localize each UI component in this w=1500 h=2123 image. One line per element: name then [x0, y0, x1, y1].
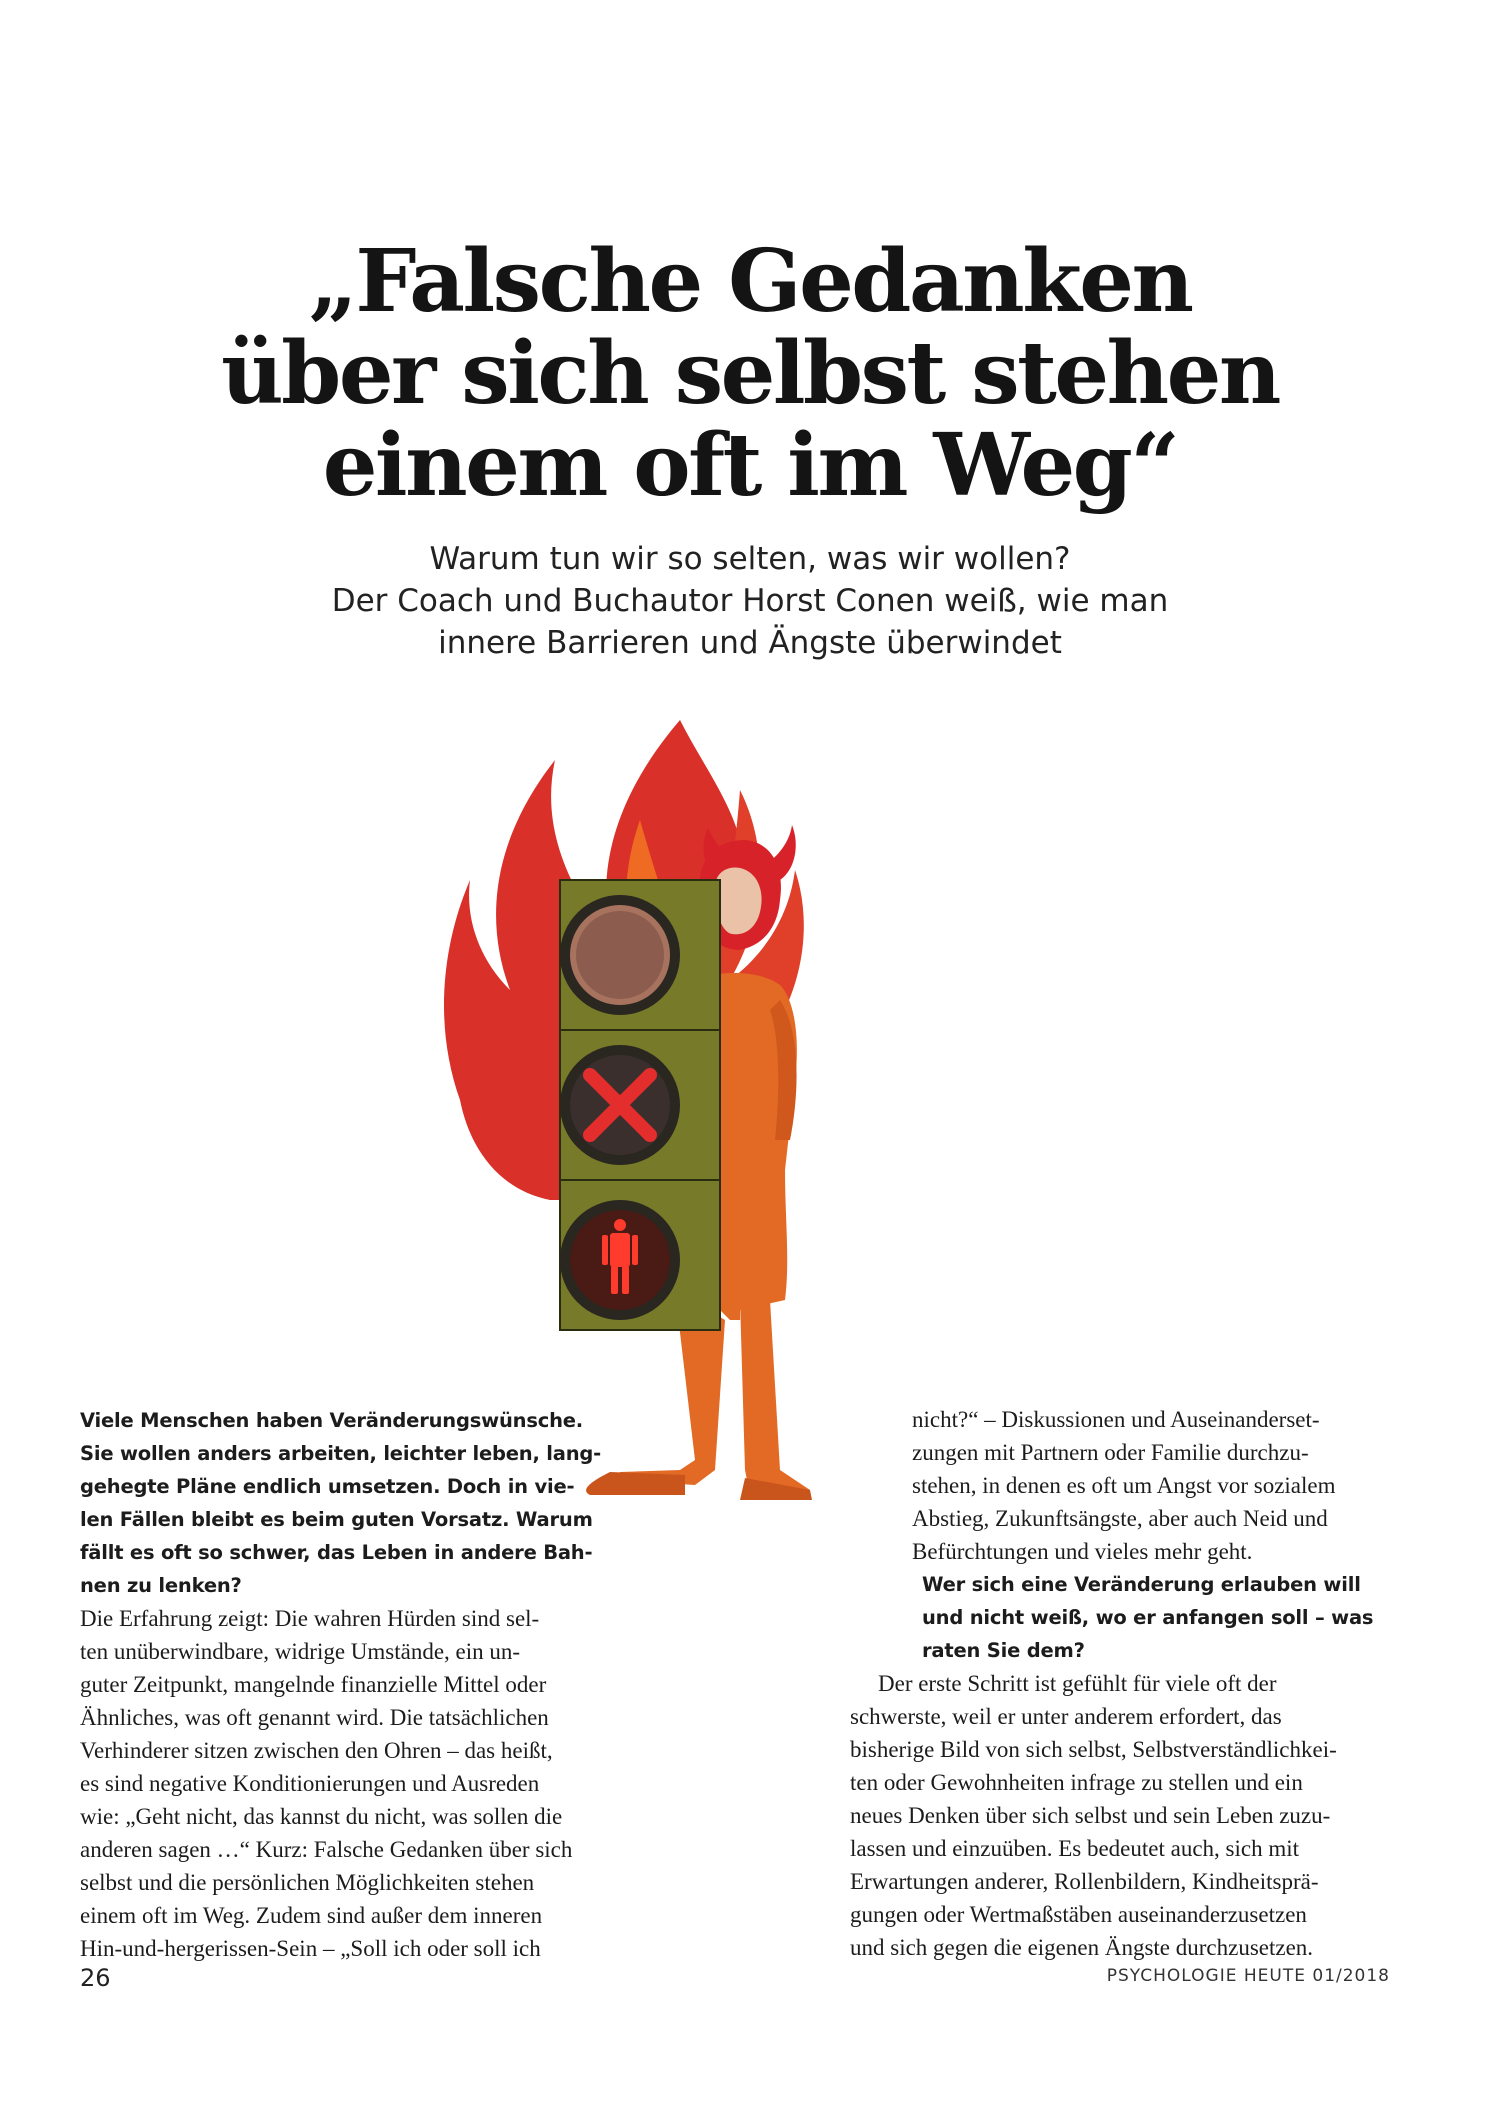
answer-line: wie: „Geht nicht, das kannst du nicht, was sollen die [80, 1804, 563, 1829]
interview-answer-1-continued [850, 1403, 1375, 1568]
subhead-line-2: Der Coach und Buchautor Horst Conen weiß, wie man [331, 583, 1169, 619]
interview-question-2 [850, 1568, 1375, 1667]
answer-line: es sind negative Konditionierungen und Ausreden [80, 1771, 540, 1796]
question-line: Viele Menschen haben Veränderungswünsche. [80, 1409, 584, 1432]
answer-line: schwerste, weil er unter anderem erfordert, das [850, 1704, 1282, 1729]
question-line: gehegte Pläne endlich umsetzen. Doch in vie- [80, 1475, 575, 1498]
answer-line: Die Erfahrung zeigt: Die wahren Hürden sind sel- [80, 1606, 540, 1631]
answer-line: nicht?“ – Diskussionen und Auseinanderset- [912, 1407, 1320, 1432]
question-line: und nicht weiß, wo er anfangen soll – was [922, 1606, 1374, 1629]
answer-line: gungen oder Wertmaßstäben auseinanderzusetzen [850, 1902, 1307, 1927]
right-column [850, 1403, 1375, 1964]
answer-line: Erwartungen anderer, Rollenbildern, Kindheitsprä- [850, 1869, 1319, 1894]
left-column [80, 1404, 610, 1965]
page-number: 26 [80, 1964, 111, 1992]
answer-line: Ähnliches, was oft genannt wird. Die tatsächlichen [80, 1705, 549, 1730]
answer-line: Befürchtungen und vieles mehr geht. [912, 1539, 1253, 1564]
answer-line: anderen sagen …“ Kurz: Falsche Gedanken über sich [80, 1837, 573, 1862]
magazine-issue: PSYCHOLOGIE HEUTE 01/2018 [1106, 1966, 1390, 1986]
subheadline [0, 538, 1500, 664]
answer-line: ten unüberwindbare, widrige Umstände, ein un- [80, 1639, 521, 1664]
answer-line: zungen mit Partnern oder Familie durchzu- [912, 1440, 1309, 1465]
traffic-light-icon [560, 880, 720, 1330]
answer-line: neues Denken über sich selbst und sein Leben zuzu- [850, 1803, 1331, 1828]
interview-answer-1 [80, 1602, 610, 1965]
interview-answer-2 [850, 1667, 1375, 1964]
answer-line: guter Zeitpunkt, mangelnde finanzielle Mittel oder [80, 1672, 547, 1697]
answer-line: und sich gegen die eigenen Ängste durchzusetzen. [850, 1935, 1314, 1960]
headline [0, 231, 1500, 516]
question-line: Sie wollen anders arbeiten, leichter leben, lang- [80, 1442, 602, 1465]
question-line: len Fällen bleibt es beim guten Vorsatz. Warum [80, 1508, 593, 1531]
answer-line: einem oft im Weg. Zudem sind außer dem inneren [80, 1903, 543, 1928]
answer-line: Der erste Schritt ist gefühlt für viele oft der [878, 1671, 1277, 1696]
question-line: Wer sich eine Veränderung erlauben will [922, 1573, 1361, 1596]
interview-question-1 [80, 1404, 610, 1602]
answer-line: selbst und die persönlichen Möglichkeiten stehen [80, 1870, 535, 1895]
headline-line-1: „Falsche Gedanken [308, 231, 1192, 332]
question-line: nen zu lenken? [80, 1574, 242, 1597]
answer-line: Verhinderer sitzen zwischen den Ohren – das heißt, [80, 1738, 553, 1763]
answer-line: ten oder Gewohnheiten infrage zu stellen und ein [850, 1770, 1303, 1795]
question-line: fällt es oft so schwer, das Leben in andere Bah- [80, 1541, 593, 1564]
answer-line: Hin-und-hergerissen-Sein – „Soll ich oder soll ich [80, 1936, 541, 1961]
answer-line: stehen, in denen es oft um Angst vor sozialem [912, 1473, 1336, 1498]
subhead-line-1: Warum tun wir so selten, was wir wollen? [429, 541, 1071, 577]
headline-line-2: über sich selbst stehen [221, 323, 1279, 424]
headline-line-3: einem oft im Weg“ [322, 415, 1178, 516]
subhead-line-3: innere Barrieren und Ängste überwindet [438, 625, 1062, 661]
answer-line: Abstieg, Zukunftsängste, aber auch Neid und [912, 1506, 1328, 1531]
answer-line: lassen und einzuüben. Es bedeutet auch, sich mit [850, 1836, 1300, 1861]
answer-line: bisherige Bild von sich selbst, Selbstverständlichkei- [850, 1737, 1337, 1762]
question-line: raten Sie dem? [922, 1639, 1085, 1662]
